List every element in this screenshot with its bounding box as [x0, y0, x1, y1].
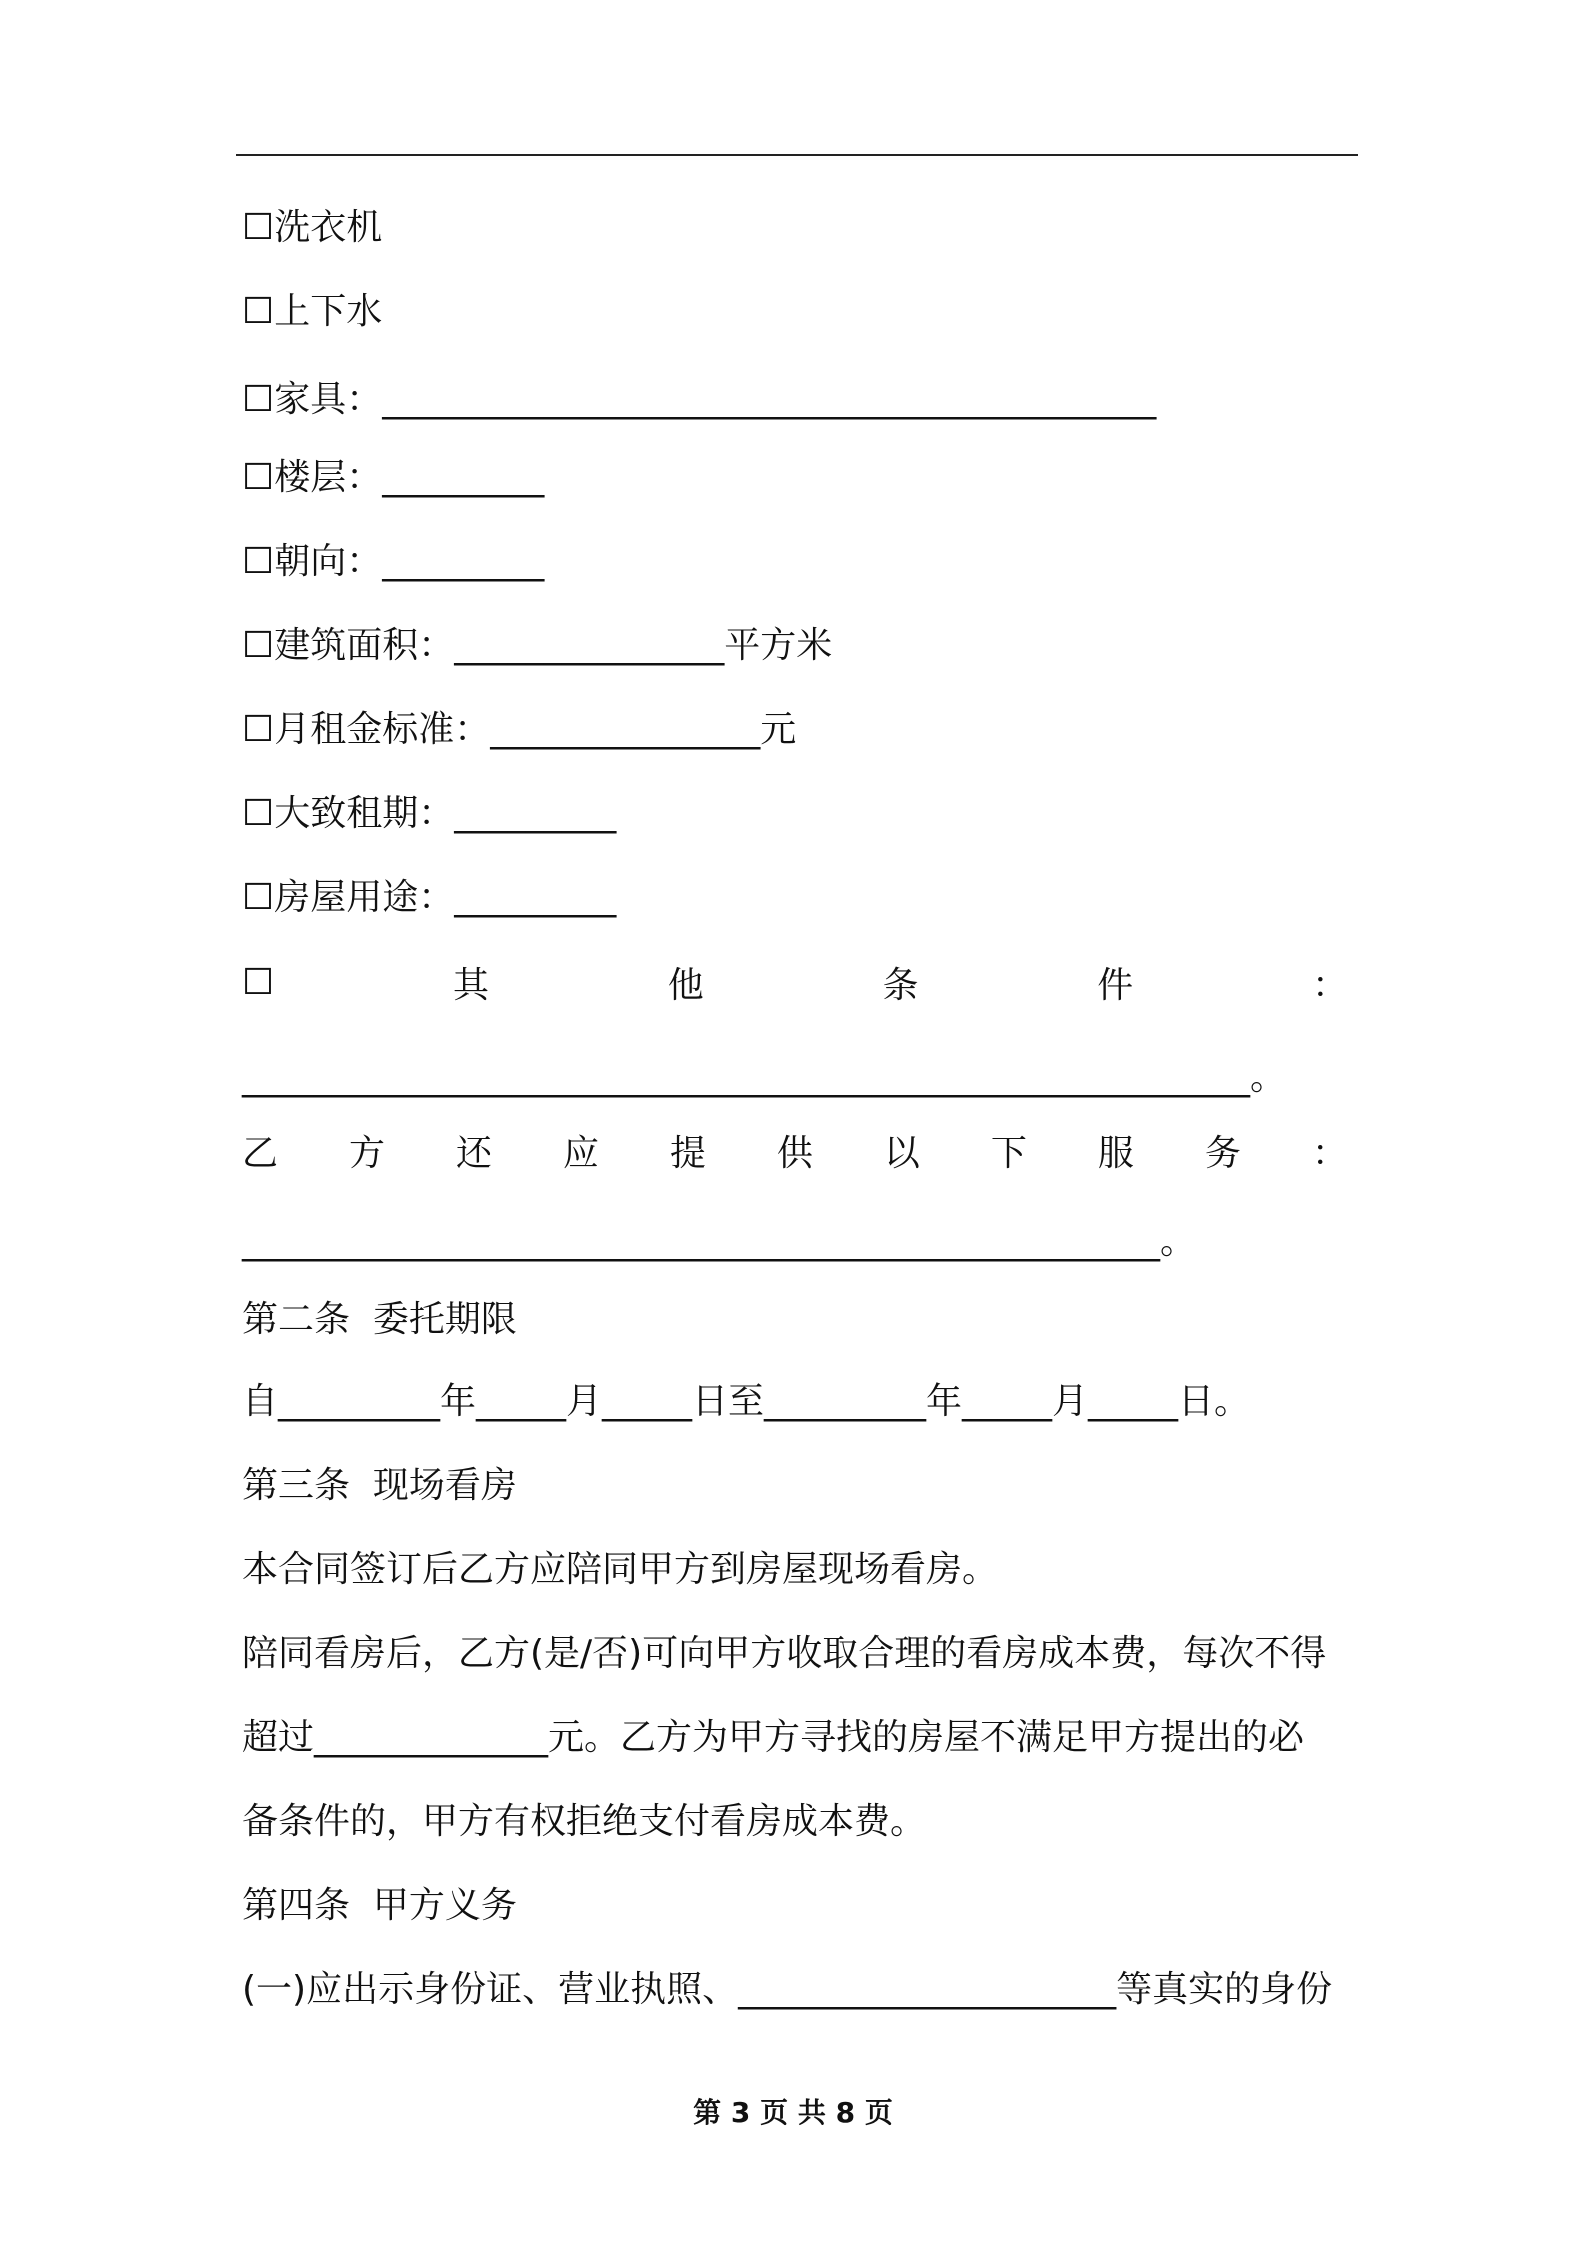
services-char: ： — [1311, 1132, 1348, 1174]
services-char: 服 — [1097, 1132, 1134, 1174]
article-2-heading: 第二条 委托期限 — [242, 1299, 517, 1340]
checkbox-item-plumbing: ☐上下水 — [242, 291, 383, 332]
other-conditions-char: 他 — [667, 964, 704, 1006]
services-char: 供 — [776, 1132, 813, 1174]
article-3-paragraph-2-line-1: 陪同看房后，乙方(是/否)可向甲方收取合理的看房成本费，每次不得 — [242, 1633, 1327, 1674]
services-char: 应 — [562, 1132, 599, 1174]
article-3-paragraph-1: 本合同签订后乙方应陪同甲方到房屋现场看房。 — [242, 1549, 999, 1590]
other-conditions-char: ☐ — [242, 961, 275, 1003]
header-rule — [236, 154, 1358, 156]
checkbox-item-monthly-rent: ☐月租金标准：_______________元 — [242, 709, 797, 750]
services-blank: ___________________________________________________。 — [242, 1221, 1196, 1262]
article-4-heading: 第四条 甲方义务 — [242, 1885, 517, 1926]
article-3-paragraph-2-line-2: 超过_____________元。乙方为甲方寻找的房屋不满足甲方提出的必 — [242, 1717, 1305, 1758]
article-4-clause-1: (一)应出示身份证、营业执照、_____________________等真实的身份 — [242, 1969, 1333, 2010]
services-char: 还 — [455, 1132, 492, 1174]
other-conditions-char: 其 — [453, 964, 490, 1006]
services-char: 务 — [1204, 1132, 1241, 1174]
checkbox-item-building-area: ☐建筑面积：_______________平方米 — [242, 625, 833, 666]
checkbox-item-orientation: ☐朝向：_________ — [242, 541, 545, 582]
article-3-paragraph-2-line-3: 备条件的，甲方有权拒绝支付看房成本费。 — [242, 1801, 927, 1842]
other-conditions-blank: ________________________________________________________。 — [242, 1057, 1286, 1098]
article-3-heading: 第三条 现场看房 — [242, 1465, 517, 1506]
services-char: 方 — [348, 1132, 385, 1174]
other-conditions-char: 件 — [1097, 964, 1134, 1006]
checkbox-item-house-usage: ☐房屋用途：_________ — [242, 877, 617, 918]
services-char: 下 — [990, 1132, 1027, 1174]
other-conditions-char: 条 — [882, 964, 919, 1006]
checkbox-item-floor: ☐楼层：_________ — [242, 457, 545, 498]
other-conditions-char: ： — [1311, 964, 1348, 1006]
services-char: 以 — [883, 1132, 920, 1174]
checkbox-item-lease-term: ☐大致租期：_________ — [242, 793, 617, 834]
services-heading-line — [242, 1120, 1348, 1180]
checkbox-item-other-conditions — [242, 952, 1348, 1012]
services-char: 提 — [669, 1132, 706, 1174]
article-2-period: 自_________年_____月_____日至_________年_____月_____日。 — [242, 1381, 1250, 1422]
page-footer: 第 3 页 共 8 页 — [693, 2096, 893, 2129]
checkbox-item-furniture: ☐家具：___________________________________________ — [242, 379, 1157, 420]
checkbox-item-washing-machine: ☐洗衣机 — [242, 207, 383, 248]
services-char: 乙 — [242, 1132, 279, 1174]
